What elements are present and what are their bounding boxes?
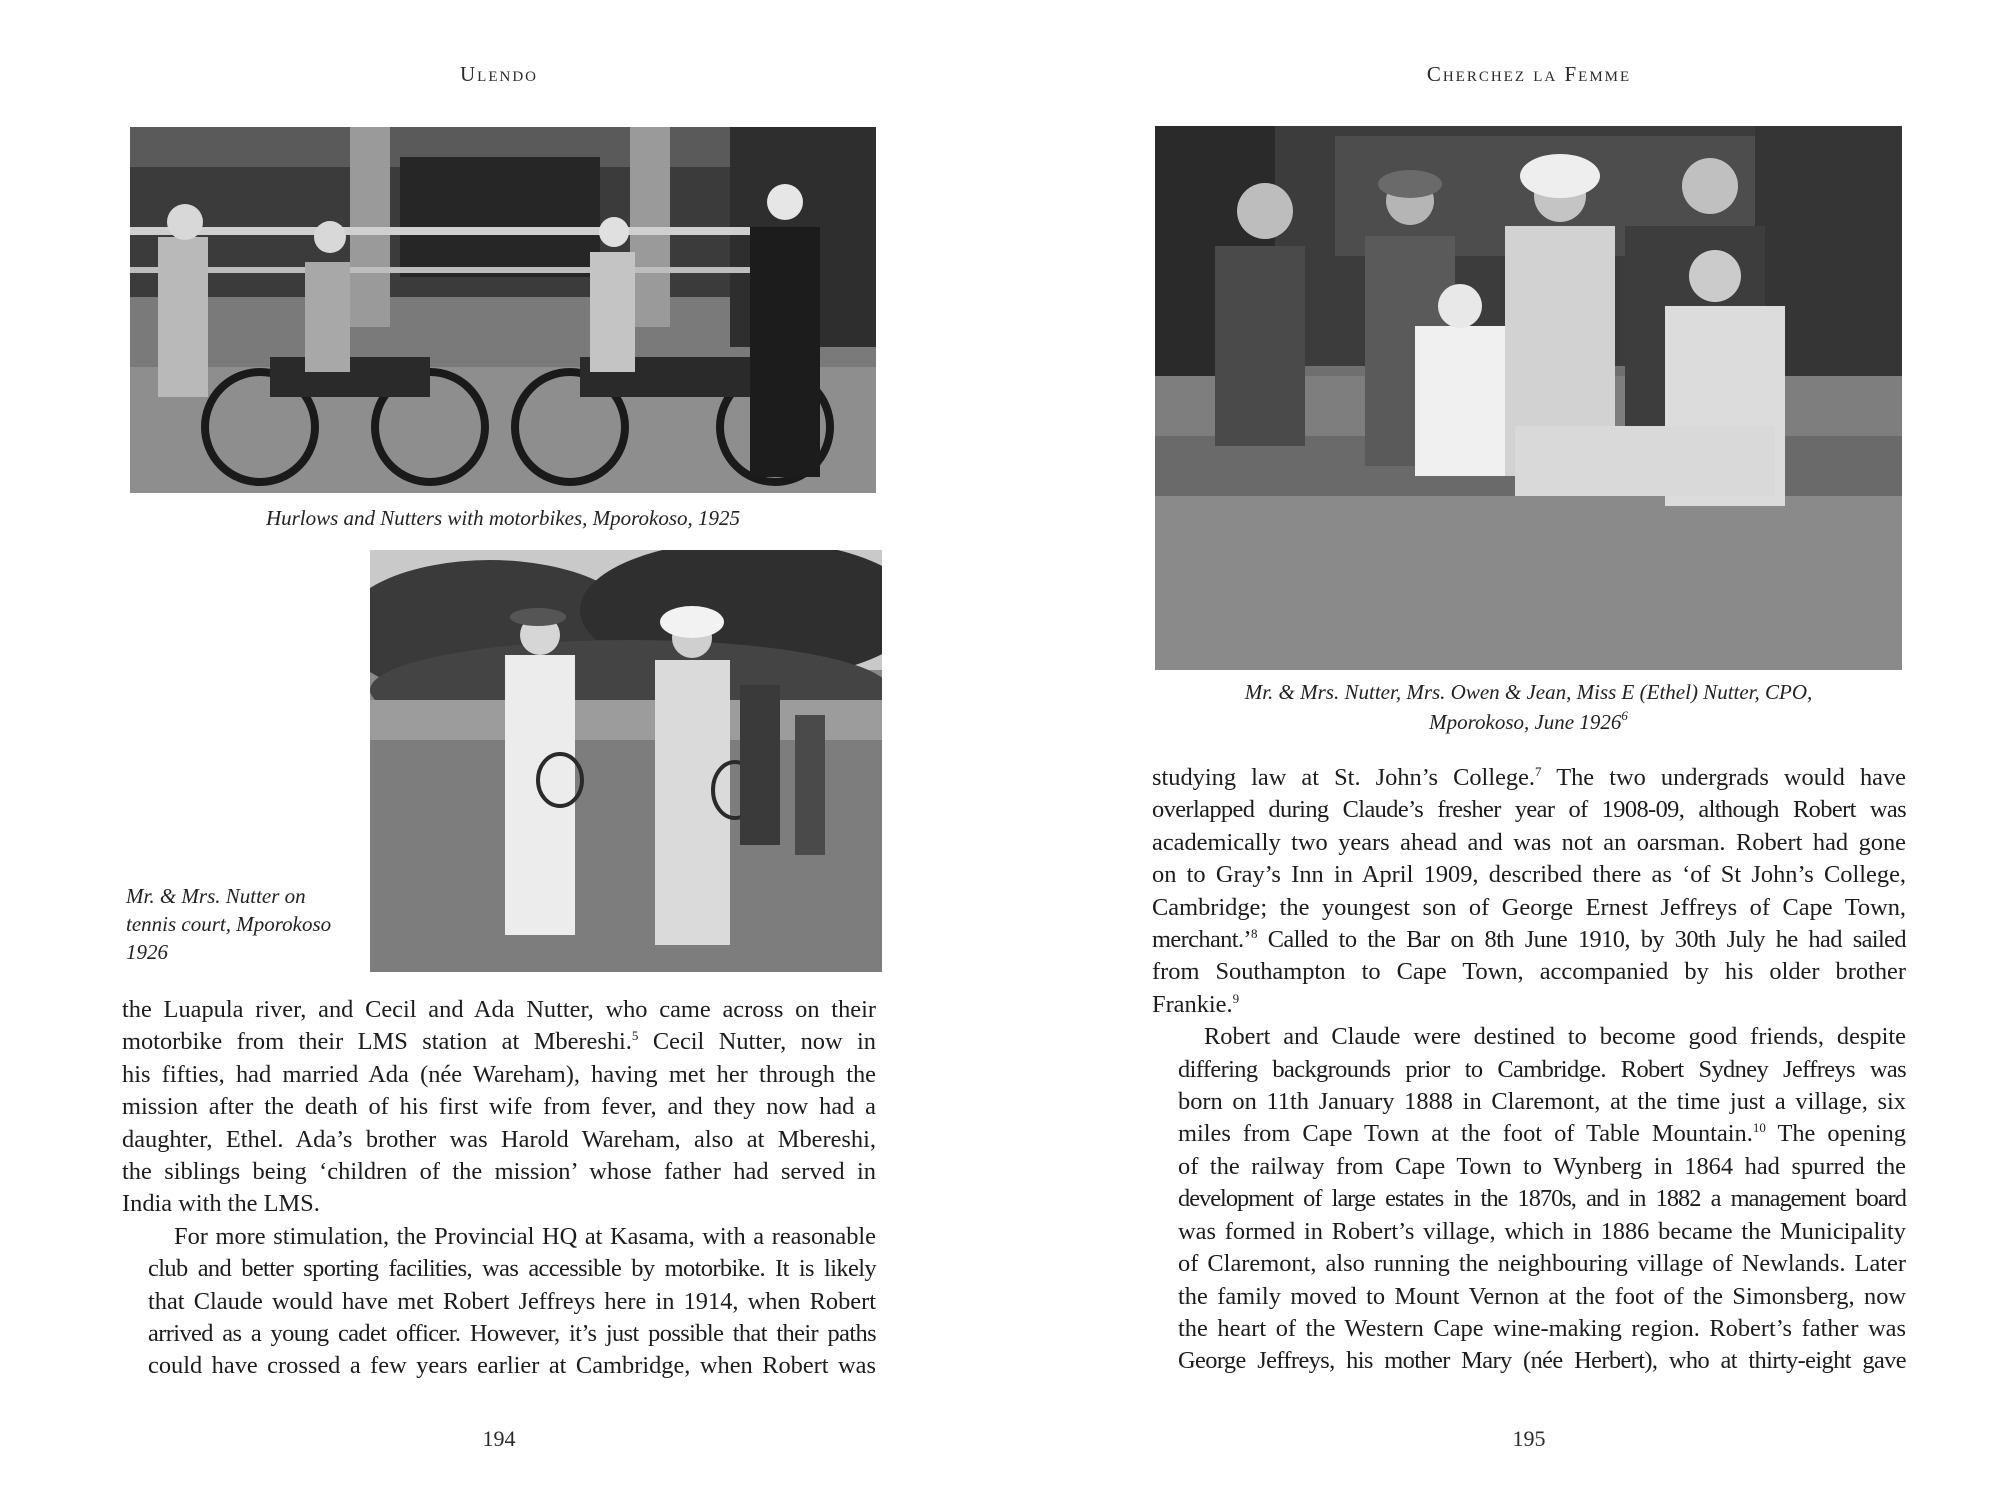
text-line: Robert and Claude were destined to become good friends, despite — [1204, 1023, 1906, 1051]
paragraph — [1152, 762, 1906, 1021]
right-page — [1005, 0, 2010, 1506]
text-line: of Claremont, also running the neighbouring village of Newlands. Later — [1178, 1250, 1906, 1278]
text-segment: Called to the Bar on 8th June 1910, by 30th July he had sailed — [1256, 926, 1906, 954]
caption-line — [1155, 707, 1902, 737]
figure-caption-motorbikes: Hurlows and Nutters with motorbikes, Mporokoso, 1925 — [265, 506, 741, 530]
caption-line: Mr. & Mrs. Nutter, Mrs. Owen & Jean, Miss E (Ethel) Nutter, CPO, — [1244, 680, 1813, 704]
text-line: development of large estates in the 1870s, and in 1882 a management board — [1178, 1185, 1906, 1213]
text-line: Cambridge; the youngest son of George Ernest Jeffreys of Cape Town, — [1152, 893, 1906, 921]
text-line: on to Gray’s Inn in April 1909, described there as ‘of St John’s College, — [1152, 861, 1906, 889]
text-segment: studying law at St. John’s College. — [1152, 764, 1536, 791]
text-line: the siblings being ‘children of the mission’ whose father had served in — [122, 1158, 876, 1186]
photo-group-portrait — [1155, 126, 1902, 670]
text-line: India with the LMS. — [122, 1190, 320, 1218]
text-line: arrived as a young cadet officer. However, it’s just possible that their paths — [148, 1320, 876, 1348]
caption-text: Mporokoso, June 1926 — [1429, 710, 1622, 734]
text-segment: The two undergrads would have — [1541, 764, 1907, 791]
text-line: club and better sporting facilities, was accessible by motorbike. It is likely — [148, 1255, 876, 1283]
paragraph — [122, 994, 876, 1221]
text-segment: Cecil Nutter, now in — [638, 1028, 876, 1056]
text-line: could have crossed a few years earlier at Cambridge, when Robert was — [148, 1352, 876, 1380]
text-line: the heart of the Western Cape wine-making region. Robert’s father was — [1178, 1314, 1906, 1342]
text-line: overlapped during Claude’s fresher year of 1908-09, although Robert was — [1152, 796, 1906, 824]
text-line — [1152, 989, 1906, 1021]
paragraph — [1152, 1021, 1906, 1377]
text-line — [1152, 1118, 1906, 1150]
footnote-ref: 7 — [1535, 764, 1542, 779]
text-line: from Southampton to Cape Town, accompanied by his older brother — [1152, 958, 1906, 986]
text-line: that Claude would have met Robert Jeffreys here in 1914, when Robert — [148, 1287, 876, 1315]
text-line: mission after the death of his first wife from fever, and they now had a — [122, 1093, 876, 1121]
running-head: Ulendo — [460, 62, 538, 86]
text-line: of the railway from Cape Town to Wynberg in 1864 had spurred the — [1178, 1152, 1906, 1180]
text-segment: Frankie. — [1152, 990, 1233, 1018]
figure-caption-tennis — [126, 882, 366, 966]
text-line — [122, 1026, 876, 1058]
text-segment: motorbike from their LMS station at Mbereshi. — [122, 1028, 632, 1056]
text-line: his fifties, had married Ada (née Wareham), having met her through the — [122, 1060, 876, 1088]
text-line: daughter, Ethel. Ada’s brother was Harold Wareham, also at Mbereshi, — [122, 1125, 876, 1153]
page-number: 195 — [1512, 1426, 1546, 1451]
text-line: differing backgrounds prior to Cambridge. Robert Sydney Jeffreys was — [1178, 1055, 1906, 1083]
footnote-ref: 8 — [1250, 926, 1257, 942]
text-line: was formed in Robert’s village, which in 1886 became the Municipality — [1178, 1217, 1906, 1245]
running-head: Cherchez la Femme — [1426, 62, 1632, 86]
paragraph — [122, 1221, 876, 1383]
text-line: For more stimulation, the Provincial HQ at Kasama, with a reasonable — [174, 1222, 876, 1250]
photo-tennis-court — [370, 550, 882, 972]
footnote-ref: 5 — [631, 1028, 639, 1044]
body-text — [122, 994, 876, 1383]
photo-motorbikes — [130, 127, 876, 493]
text-segment: merchant.’ — [1152, 926, 1251, 954]
text-line: the Luapula river, and Cecil and Ada Nutter, who came across on their — [122, 996, 876, 1023]
text-line: born on 11th January 1888 in Claremont, at the time just a village, six — [1178, 1088, 1906, 1116]
body-text — [1152, 762, 1906, 1378]
footnote-ref: 10 — [1752, 1120, 1766, 1136]
text-segment: miles from Cape Town at the foot of Table Mountain. — [1178, 1120, 1753, 1148]
text-line — [1152, 762, 1906, 794]
text-segment: The opening — [1765, 1120, 1906, 1148]
text-line: the family moved to Mount Vernon at the foot of the Simonsberg, now — [1178, 1282, 1906, 1310]
caption-line: tennis court, Mporokoso — [126, 912, 332, 936]
text-line: George Jeffreys, his mother Mary (née Herbert), who at thirty-eight gave — [1178, 1347, 1906, 1375]
caption-line: Mr. & Mrs. Nutter on — [126, 884, 306, 908]
text-line: academically two years ahead and was not an oarsman. Robert had gone — [1152, 828, 1906, 856]
figure-caption-group — [1155, 677, 1902, 737]
text-line — [1152, 924, 1906, 956]
page-number: 194 — [482, 1426, 516, 1451]
footnote-ref: 6 — [1621, 708, 1628, 723]
caption-line: 1926 — [126, 940, 168, 964]
footnote-ref: 9 — [1232, 990, 1240, 1006]
